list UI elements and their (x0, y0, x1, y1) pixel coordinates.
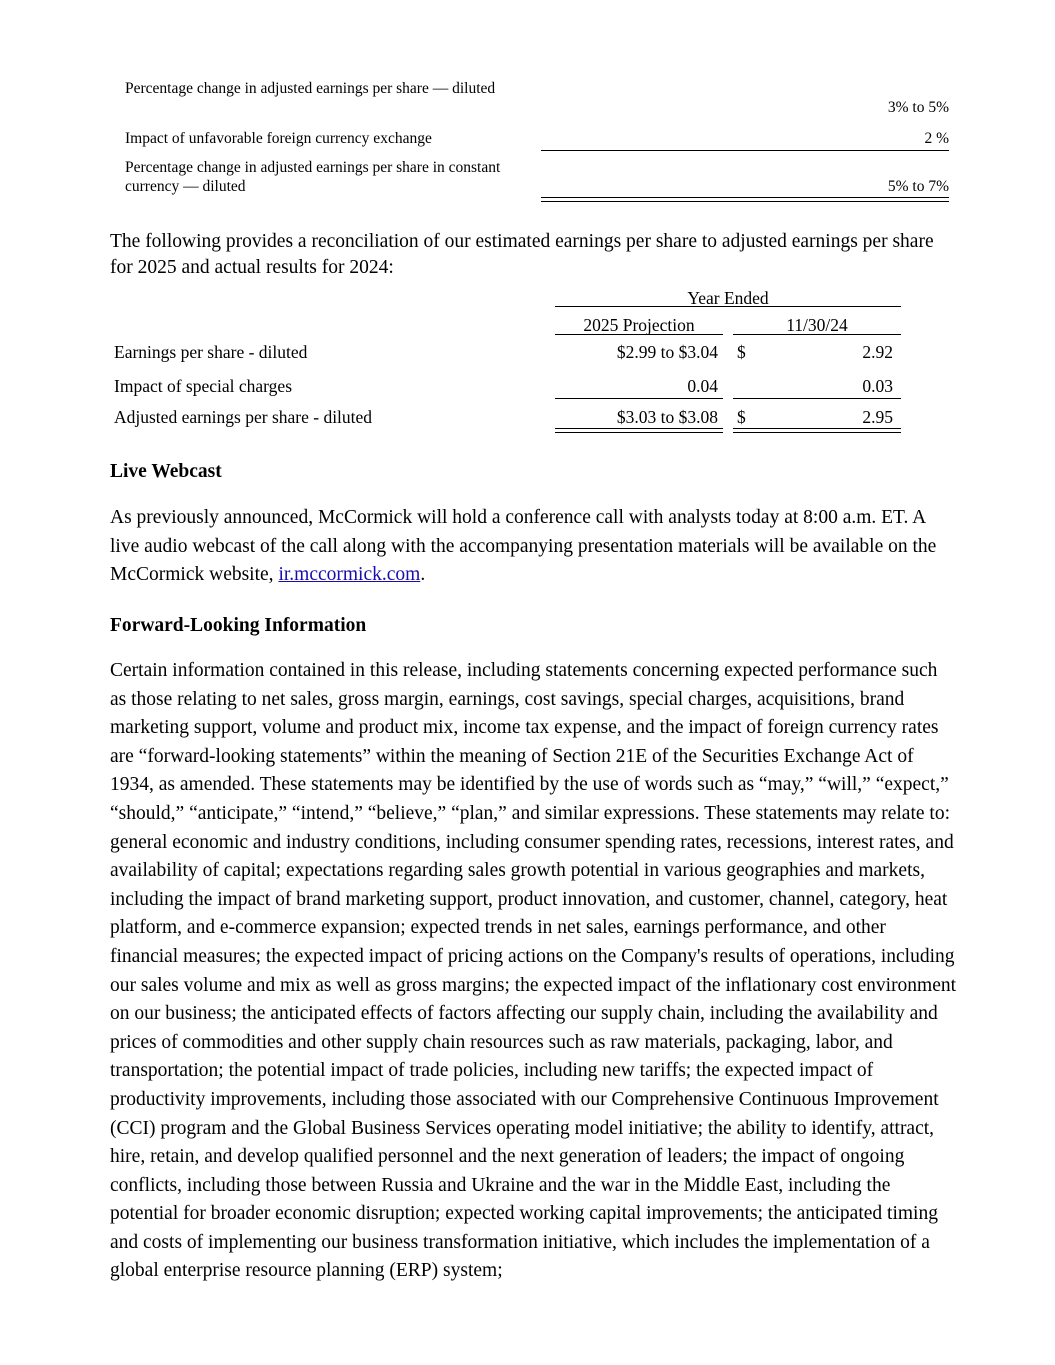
recon-row-eps-currency: $ (737, 342, 746, 362)
col-header-11-30-24: 11/30/24 (786, 315, 848, 335)
recon-row-special-charges-label: Impact of special charges (114, 376, 292, 396)
recon-total-rule-2024 (733, 428, 901, 433)
recon-row-special-charges-projection: 0.04 (687, 376, 718, 396)
reconciliation-intro: The following provides a reconciliation of our estimated earnings per share to adjusted earnings per share for 2025 and actual results for 2024: (110, 231, 934, 278)
recon-row-eps-actual: 2.92 (862, 342, 893, 362)
recon-row-special-charges-actual: 0.03 (862, 376, 893, 396)
forward-looking-paragraph: Certain information contained in this release, including statements concerning expected performance such as those relating to net sales, gross margin, earnings, cost savings, special charges, acquisitions, brand marketing support, volume and product mix, income tax expense, and the impact of foreign currency rates are “forward-looking statements” within the meaning of Section 21E of the Securities Exchange Act of 1934, as amended. These statements may be identified by the use of words such as “may,” “will,” “expect,” “should,” “anticipate,” “intend,” “believe,” “plan,” and similar expressions. These statements may relate to: general economic and industry conditions, including consumer spending rates, recessions, interest rates, and availability of capital; expectations regarding sales growth potential in various geographies and markets, including the impact of brand marketing support, product innovation, and customer, channel, category, heat platform, and e-commerce expansion; expected trends in net sales, earnings performance, and other financial measures; the expected impact of pricing actions on the Company's results of operations, including our sales volume and mix as well as gross margins; the expected impact of the inflationary cost environment on our business; the anticipated effects of factors affecting our supply chain, including the availability and prices of commodities and other supply chain resources such as raw materials, packaging, labor, and transportation; the potential impact of trade policies, including new tariffs; the expected impact of productivity improvements, including those associated with our Comprehensive Continuous Improvement (CCI) program and the Global Business Services operating model initiative; the ability to identify, attract, hire, retain, and develop qualified personnel and the next generation of leaders; the impact of ongoing conflicts, including those between Russia and Ukraine and the war in the Middle East, including the potential for broader economic disruption; expected working capital improvements; the anticipated timing and costs of implementing our business transformation initiative, which includes the implementation of a global enterprise resource planning (ERP) system; (110, 660, 957, 1282)
live-webcast-text-end: . (420, 564, 426, 586)
investor-relations-link[interactable]: ir.mccormick.com (278, 564, 421, 586)
year-ended-header-rule (555, 306, 901, 307)
year-ended-header: Year Ended (687, 288, 769, 308)
guidance-row-eps-change-value: 3% to 5% (887, 99, 949, 116)
guidance-rule-single (541, 150, 949, 151)
recon-row-adjusted-eps-projection: $3.03 to $3.08 (616, 407, 718, 427)
col-header-2025-projection: 2025 Projection (583, 315, 695, 335)
live-webcast-heading: Live Webcast (110, 461, 222, 482)
recon-subtotal-rule-2024 (733, 398, 901, 399)
recon-subtotal-rule-2025 (555, 398, 723, 399)
col-header-2025-rule (555, 334, 723, 335)
guidance-rule-double (541, 197, 949, 202)
recon-row-adjusted-eps-actual: 2.95 (862, 407, 893, 427)
guidance-row-eps-change-label: Percentage change in adjusted earnings per share — diluted (125, 80, 496, 97)
live-webcast-text: As previously announced, McCormick will hold a conference call with analysts today at 8:00 a.m. ET. A live audio webcast of the call along with the accompanying presentation materials will be available on the McCormick website, (110, 507, 937, 586)
recon-total-rule-2025 (555, 428, 723, 433)
guidance-row-fx-impact-value: 2 % (924, 130, 949, 147)
live-webcast-paragraph (110, 504, 955, 590)
forward-looking-heading: Forward-Looking Information (110, 615, 367, 636)
guidance-row-constant-currency-label: Percentage change in adjusted earnings per share in constant currency — diluted (125, 159, 501, 195)
recon-row-adjusted-eps-currency: $ (737, 407, 746, 427)
recon-row-eps-projection: $2.99 to $3.04 (616, 342, 718, 362)
col-header-2024-rule (733, 334, 901, 335)
guidance-row-constant-currency-value: 5% to 7% (887, 178, 949, 195)
recon-row-eps-label: Earnings per share - diluted (114, 342, 308, 362)
recon-row-adjusted-eps-label: Adjusted earnings per share - diluted (114, 407, 373, 427)
guidance-row-fx-impact-label: Impact of unfavorable foreign currency exchange (125, 130, 432, 147)
